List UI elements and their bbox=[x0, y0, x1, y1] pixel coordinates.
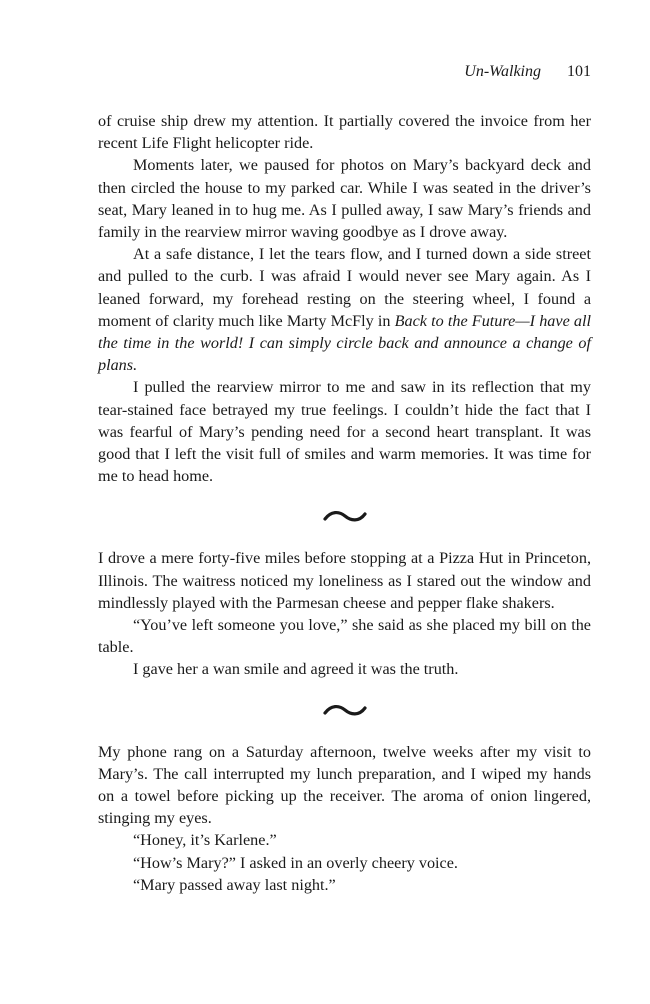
paragraph: of cruise ship drew my attention. It partially covered the invoice from her recent Life Flight helicopter ride. bbox=[98, 112, 591, 153]
paragraph: I drove a mere forty-five miles before stopping at a Pizza Hut in Princeton, Illinois. The waitress noticed my loneliness as I stared out the window and mindlessly played with the Parmesan cheese and pepper flake shakers. bbox=[98, 549, 591, 612]
paragraph: “You’ve left someone you love,” she said as she placed my bill on the table. bbox=[98, 616, 591, 657]
paragraph bbox=[98, 243, 591, 376]
running-head bbox=[98, 62, 591, 82]
book-page bbox=[98, 62, 591, 896]
section-break bbox=[98, 681, 591, 741]
paragraph: “Honey, it’s Karlene.” bbox=[133, 831, 277, 850]
paragraph: I pulled the rearview mirror to me and saw in its reflection that my tear-stained face betrayed my true feelings. I couldn’t hide the fact that I was fearful of Mary’s pending need for a second heart transplant. It was good that I left the visit full of smiles and warm memories. It was time for me to head home. bbox=[98, 378, 591, 486]
page-number: 101 bbox=[567, 63, 591, 80]
paragraph: I gave her a wan smile and agreed it was the truth. bbox=[133, 660, 459, 679]
section-break bbox=[98, 487, 591, 547]
paragraph: “How’s Mary?” I asked in an overly cheery voice. bbox=[133, 853, 458, 872]
tilde-ornament-icon bbox=[322, 704, 368, 718]
tilde-ornament-icon bbox=[322, 510, 368, 524]
paragraph: “Mary passed away last night.” bbox=[133, 875, 336, 894]
paragraph: Moments later, we paused for photos on Mary’s backyard deck and then circled the house to my parked car. While I was seated in the driver’s seat, Mary leaned in to hug me. As I pulled away, I saw Mary’s friends and family in the rearview mirror waving goodbye as I drove away. bbox=[98, 156, 591, 242]
body-text bbox=[98, 110, 591, 896]
running-head-title: Un-Walking bbox=[464, 63, 541, 80]
paragraph-text: At a safe distance, I let the tears flow, and I turned down a side street and pulled to the curb. I was afraid I would never see Mary again. As I leaned forward, my forehead resting on the steering wheel, I found a moment of clarity much like Marty McFly in bbox=[98, 245, 591, 330]
paragraph: My phone rang on a Saturday afternoon, twelve weeks after my visit to Mary’s. The call interrupted my lunch preparation, and I wiped my hands on a towel before picking up the receiver. The aroma of onion lingered, stinging my eyes. bbox=[98, 742, 591, 828]
italic-quote: Back to the Future—I have all the time in the world! I can simply circle back and announce a change of plans. bbox=[98, 311, 591, 375]
